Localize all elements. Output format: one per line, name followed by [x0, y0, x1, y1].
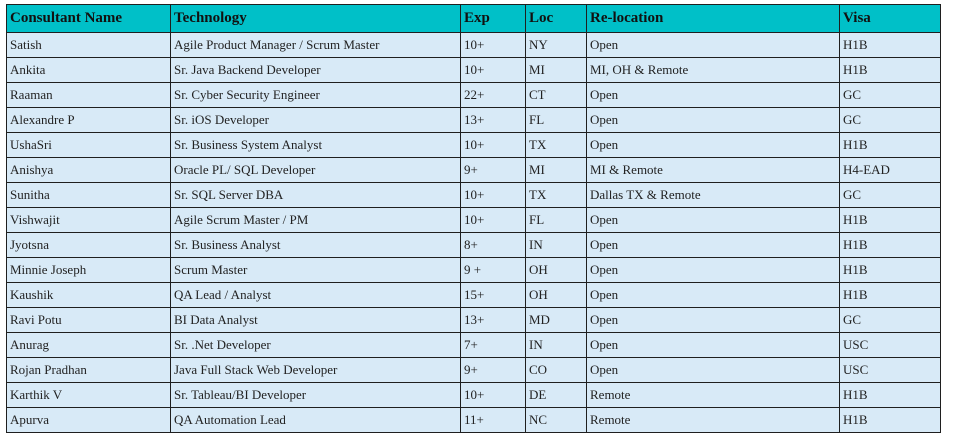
cell-consultant-name: UshaSri: [7, 133, 171, 158]
cell-exp: 10+: [461, 58, 526, 83]
cell-technology: Sr. .Net Developer: [171, 333, 461, 358]
cell-visa: USC: [840, 358, 941, 383]
consultant-table: [6, 4, 941, 433]
cell-exp: 13+: [461, 108, 526, 133]
table-row: [7, 158, 941, 183]
cell-loc: OH: [526, 283, 587, 308]
table-row: [7, 258, 941, 283]
cell-visa: H1B: [840, 383, 941, 408]
cell-relocation: Open: [587, 108, 840, 133]
table-row: [7, 408, 941, 433]
cell-consultant-name: Rojan Pradhan: [7, 358, 171, 383]
table-row: [7, 108, 941, 133]
cell-relocation: Remote: [587, 408, 840, 433]
cell-visa: H1B: [840, 233, 941, 258]
cell-loc: MI: [526, 158, 587, 183]
cell-loc: MD: [526, 308, 587, 333]
cell-visa: GC: [840, 308, 941, 333]
cell-exp: 11+: [461, 408, 526, 433]
table-row: [7, 208, 941, 233]
cell-consultant-name: Ankita: [7, 58, 171, 83]
cell-exp: 22+: [461, 83, 526, 108]
cell-technology: Scrum Master: [171, 258, 461, 283]
cell-technology: Sr. Business System Analyst: [171, 133, 461, 158]
cell-loc: CT: [526, 83, 587, 108]
cell-consultant-name: Satish: [7, 33, 171, 58]
cell-loc: OH: [526, 258, 587, 283]
cell-exp: 7+: [461, 333, 526, 358]
cell-relocation: MI & Remote: [587, 158, 840, 183]
table-header: [7, 5, 941, 33]
cell-visa: USC: [840, 333, 941, 358]
table-row: [7, 33, 941, 58]
cell-consultant-name: Karthik V: [7, 383, 171, 408]
table-row: [7, 58, 941, 83]
cell-relocation: Open: [587, 133, 840, 158]
header-row: [7, 5, 941, 33]
cell-visa: H1B: [840, 283, 941, 308]
header-consultant-name: Consultant Name: [7, 5, 171, 33]
cell-consultant-name: Anurag: [7, 333, 171, 358]
cell-technology: Java Full Stack Web Developer: [171, 358, 461, 383]
cell-consultant-name: Minnie Joseph: [7, 258, 171, 283]
cell-exp: 9 +: [461, 258, 526, 283]
cell-technology: BI Data Analyst: [171, 308, 461, 333]
cell-technology: QA Lead / Analyst: [171, 283, 461, 308]
table-row: [7, 183, 941, 208]
header-relocation: Re-location: [587, 5, 840, 33]
cell-visa: GC: [840, 183, 941, 208]
cell-exp: 10+: [461, 33, 526, 58]
cell-exp: 10+: [461, 133, 526, 158]
cell-relocation: Open: [587, 33, 840, 58]
cell-loc: CO: [526, 358, 587, 383]
table-row: [7, 133, 941, 158]
cell-loc: IN: [526, 333, 587, 358]
cell-relocation: Open: [587, 358, 840, 383]
table-row: [7, 308, 941, 333]
cell-technology: Sr. Tableau/BI Developer: [171, 383, 461, 408]
cell-technology: Sr. iOS Developer: [171, 108, 461, 133]
cell-consultant-name: Anishya: [7, 158, 171, 183]
cell-consultant-name: Alexandre P: [7, 108, 171, 133]
cell-exp: 9+: [461, 358, 526, 383]
cell-loc: NC: [526, 408, 587, 433]
cell-exp: 13+: [461, 308, 526, 333]
cell-consultant-name: Ravi Potu: [7, 308, 171, 333]
cell-technology: Agile Scrum Master / PM: [171, 208, 461, 233]
cell-technology: Agile Product Manager / Scrum Master: [171, 33, 461, 58]
cell-exp: 15+: [461, 283, 526, 308]
cell-relocation: Remote: [587, 383, 840, 408]
cell-loc: FL: [526, 108, 587, 133]
cell-exp: 9+: [461, 158, 526, 183]
cell-visa: H1B: [840, 408, 941, 433]
cell-visa: H1B: [840, 33, 941, 58]
table-row: [7, 83, 941, 108]
cell-technology: Sr. Business Analyst: [171, 233, 461, 258]
table-row: [7, 383, 941, 408]
cell-relocation: Open: [587, 333, 840, 358]
header-visa: Visa: [840, 5, 941, 33]
cell-relocation: Open: [587, 258, 840, 283]
cell-visa: H1B: [840, 133, 941, 158]
cell-loc: TX: [526, 183, 587, 208]
table-row: [7, 358, 941, 383]
cell-relocation: Open: [587, 83, 840, 108]
cell-loc: FL: [526, 208, 587, 233]
table-row: [7, 283, 941, 308]
cell-technology: Sr. Java Backend Developer: [171, 58, 461, 83]
cell-loc: NY: [526, 33, 587, 58]
cell-technology: Sr. SQL Server DBA: [171, 183, 461, 208]
cell-exp: 10+: [461, 183, 526, 208]
table-body: [7, 33, 941, 433]
cell-loc: IN: [526, 233, 587, 258]
cell-exp: 10+: [461, 383, 526, 408]
cell-visa: GC: [840, 108, 941, 133]
cell-relocation: MI, OH & Remote: [587, 58, 840, 83]
table-row: [7, 233, 941, 258]
header-loc: Loc: [526, 5, 587, 33]
cell-relocation: Open: [587, 233, 840, 258]
cell-consultant-name: Vishwajit: [7, 208, 171, 233]
cell-exp: 8+: [461, 233, 526, 258]
cell-technology: Sr. Cyber Security Engineer: [171, 83, 461, 108]
header-technology: Technology: [171, 5, 461, 33]
cell-visa: H4-EAD: [840, 158, 941, 183]
header-exp: Exp: [461, 5, 526, 33]
cell-consultant-name: Kaushik: [7, 283, 171, 308]
cell-loc: DE: [526, 383, 587, 408]
cell-consultant-name: Sunitha: [7, 183, 171, 208]
cell-visa: H1B: [840, 58, 941, 83]
cell-loc: TX: [526, 133, 587, 158]
cell-exp: 10+: [461, 208, 526, 233]
cell-relocation: Dallas TX & Remote: [587, 183, 840, 208]
cell-technology: Oracle PL/ SQL Developer: [171, 158, 461, 183]
cell-consultant-name: Raaman: [7, 83, 171, 108]
cell-relocation: Open: [587, 308, 840, 333]
cell-consultant-name: Jyotsna: [7, 233, 171, 258]
cell-visa: GC: [840, 83, 941, 108]
cell-relocation: Open: [587, 208, 840, 233]
cell-loc: MI: [526, 58, 587, 83]
table-row: [7, 333, 941, 358]
cell-visa: H1B: [840, 208, 941, 233]
cell-consultant-name: Apurva: [7, 408, 171, 433]
cell-technology: QA Automation Lead: [171, 408, 461, 433]
cell-visa: H1B: [840, 258, 941, 283]
cell-relocation: Open: [587, 283, 840, 308]
